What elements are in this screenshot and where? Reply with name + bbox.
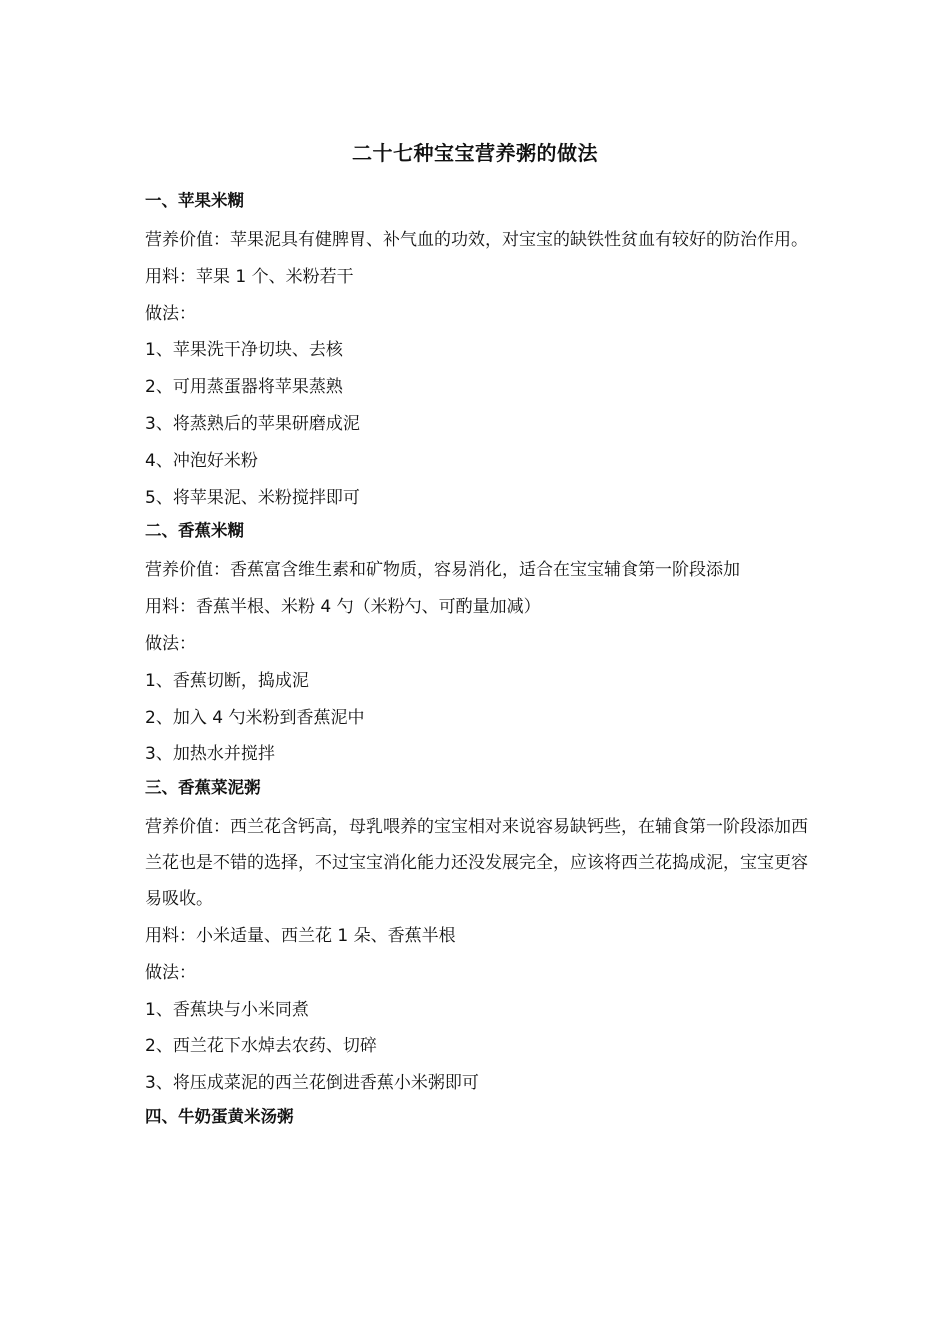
recipe-section bbox=[145, 1102, 815, 1138]
step-item: 1、香蕉块与小米同煮 bbox=[145, 999, 309, 1020]
section-heading: 二、香蕉米糊 bbox=[145, 521, 244, 541]
step-item: 2、加入 4 勺米粉到香蕉泥中 bbox=[145, 707, 365, 728]
step-item: 3、加热水并搅拌 bbox=[145, 744, 275, 765]
ingredients-text: 用料：苹果 1 个、米粉若干 bbox=[145, 266, 354, 287]
recipe-section bbox=[145, 186, 815, 516]
step-item: 2、可用蒸蛋器将苹果蒸熟 bbox=[145, 377, 343, 398]
step-item: 5、将苹果泥、米粉搅拌即可 bbox=[145, 487, 360, 508]
nutrition-text: 营养价值：香蕉富含维生素和矿物质，容易消化，适合在宝宝辅食第一阶段添加 bbox=[145, 560, 740, 581]
ingredients-text: 用料：小米适量、西兰花 1 朵、香蕉半根 bbox=[145, 925, 456, 946]
section-heading: 一、苹果米糊 bbox=[145, 191, 244, 210]
document-body bbox=[145, 186, 815, 1138]
recipe-section bbox=[145, 773, 815, 1102]
step-item: 1、香蕉切断，捣成泥 bbox=[145, 670, 309, 691]
step-item: 2、西兰花下水焯去农药、切碎 bbox=[145, 1036, 377, 1057]
document-title: 二十七种宝宝营养粥的做法 bbox=[352, 141, 598, 165]
section-heading: 四、牛奶蛋黄米汤粥 bbox=[145, 1106, 294, 1126]
method-label: 做法： bbox=[145, 962, 196, 983]
method-label: 做法： bbox=[145, 633, 196, 654]
ingredients-text: 用料：香蕉半根、米粉 4 勺（米粉勺、可酌量加减） bbox=[145, 597, 541, 618]
step-item: 3、将压成菜泥的西兰花倒进香蕉小米粥即可 bbox=[145, 1073, 479, 1094]
section-heading: 三、香蕉菜泥粥 bbox=[145, 778, 261, 798]
step-item: 1、苹果洗干净切块、去核 bbox=[145, 340, 343, 361]
nutrition-text: 营养价值：西兰花含钙高，母乳喂养的宝宝相对来说容易缺钙些，在辅食第一阶段添加西兰花也是不错的选择，不过宝宝消化能力还没发展完全，应该将西兰花捣成泥，宝宝更容易吸收。 bbox=[145, 817, 808, 910]
recipe-section bbox=[145, 516, 815, 773]
nutrition-text: 营养价值：苹果泥具有健脾胃、补气血的功效，对宝宝的缺铁性贫血有较好的防治作用。 bbox=[145, 230, 808, 250]
step-item: 4、冲泡好米粉 bbox=[145, 450, 258, 471]
step-item: 3、将蒸熟后的苹果研磨成泥 bbox=[145, 413, 360, 434]
method-label: 做法： bbox=[145, 303, 196, 324]
